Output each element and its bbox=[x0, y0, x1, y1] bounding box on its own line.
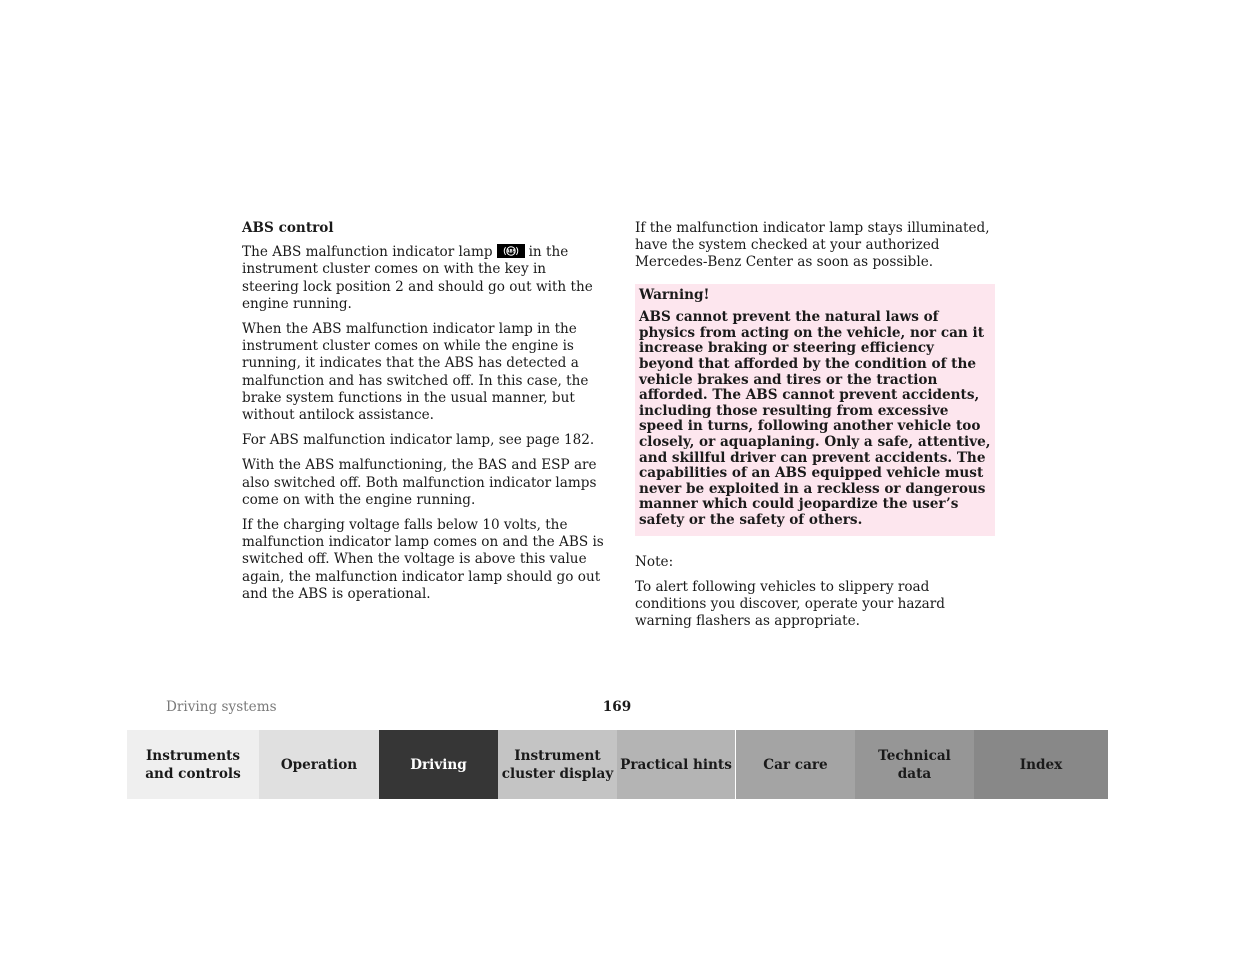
tab-operation[interactable] bbox=[259, 730, 379, 799]
tab-driving[interactable] bbox=[379, 730, 498, 799]
warning-body: ABS cannot prevent the natural laws of physics from acting on the vehicle, nor can it increase braking or steering efficiency beyond that afforded by the condition of the vehicle brakes and tires or the traction afforded. The ABS cannot prevent accidents, including those resulting from excessive speed in turns, following another vehicle too closely, or aquaplaning. Only a safe, attentive, and skillful driver can prevent accidents. The capabilities of an ABS equipped vehicle must never be exploited in a reckless or dangerous manner which could jeopardize the user’s safety or the safety of others. bbox=[639, 309, 991, 528]
tab-index[interactable] bbox=[974, 730, 1108, 799]
page-number: 169 bbox=[602, 699, 632, 715]
tab-label: Instruments and controls bbox=[145, 747, 241, 782]
tab-technical-data[interactable] bbox=[855, 730, 974, 799]
left-column bbox=[242, 220, 604, 611]
paragraph: If the malfunction indicator lamp stays illuminated, have the system checked at your authorized Mercedes-Benz Center as soon as possible. bbox=[635, 220, 990, 271]
paragraph-page-reference: For ABS malfunction indicator lamp, see page 182. bbox=[242, 432, 595, 449]
tab-instruments-and-controls[interactable] bbox=[127, 730, 259, 799]
note-label: Note: bbox=[635, 553, 674, 570]
paragraph-abs-lamp bbox=[242, 244, 604, 313]
tab-label: Technical data bbox=[878, 747, 951, 782]
tab-car-care[interactable] bbox=[736, 730, 855, 799]
tab-label: Instrument cluster display bbox=[501, 747, 614, 782]
footer-section-title: Driving systems bbox=[166, 699, 277, 715]
paragraph: With the ABS malfunctioning, the BAS and ESP are also switched off. Both malfunction indicator lamps come on with the engine running. bbox=[242, 457, 597, 508]
warning-title: Warning! bbox=[639, 286, 710, 303]
tab-label: Practical hints bbox=[620, 756, 732, 773]
tab-practical-hints[interactable] bbox=[617, 730, 736, 799]
paragraph-text: in the instrument cluster comes on with the key in steering lock position 2 and should go out with the engine running. bbox=[242, 244, 593, 312]
warning-box bbox=[635, 284, 995, 536]
note-text: To alert following vehicles to slippery road conditions you discover, operate your hazard warning flashers as appropriate. bbox=[635, 578, 945, 630]
tab-label: Driving bbox=[410, 756, 467, 773]
abs-warning-icon bbox=[497, 244, 525, 258]
chapter-tab-bar bbox=[127, 730, 1108, 799]
paragraph: When the ABS malfunction indicator lamp in the instrument cluster comes on while the engine is running, it indicates that the ABS has detected a malfunction and has switched off. In this case, the brake system functions in the usual manner, but without antilock assistance. bbox=[242, 321, 589, 424]
paragraph: If the charging voltage falls below 10 volts, the malfunction indicator lamp comes on and the ABS is switched off. When the voltage is above this value again, the malfunction indicator lamp should go out and the ABS is operational. bbox=[242, 517, 604, 602]
paragraph-text: The ABS malfunction indicator lamp bbox=[242, 244, 493, 261]
section-heading: ABS control bbox=[242, 220, 334, 236]
tab-label: Car care bbox=[763, 756, 828, 773]
right-column bbox=[635, 220, 995, 638]
tab-instrument-cluster-display[interactable] bbox=[498, 730, 617, 799]
svg-text:ABS: ABS bbox=[505, 248, 516, 254]
tab-label: Operation bbox=[280, 756, 358, 773]
tab-label: Index bbox=[1019, 756, 1063, 773]
